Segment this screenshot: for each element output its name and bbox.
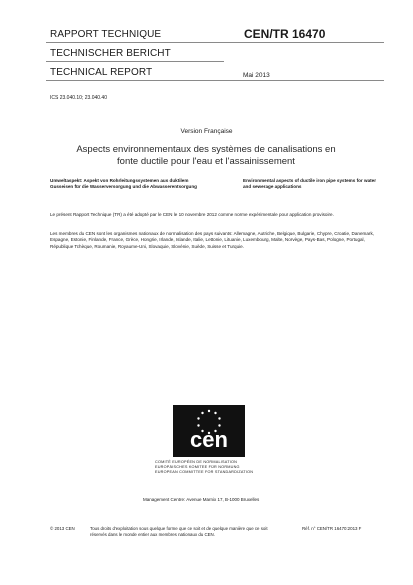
- title-german: Umweltaspekt: Aspekt von Rohrleitungssystemen aus duktilem Gusseisen für die Wasserversorgung und die Abwasserentsorgung: [50, 178, 197, 190]
- header-rule: [46, 42, 384, 43]
- doc-type-english: TECHNICAL REPORT: [50, 67, 153, 78]
- members-statement: Les membres du CEN sont les organismes nationaux de normalisation des pays suivants: Allemagne, Autriche, Belgique, Bulgarie, Chypre, Croatie, Danemark, Espagne, Estonie, Finlande, France, Grèce, Hongrie, Irlande, Islande, Italie, Lettonie, Lituanie, Luxembourg, Malte, Norvège, Pays-Bas, Pologne, Portugal, République Tchèque, Roumanie, Royaume-Uni, Slovaquie, Slovénie, Suède, Suisse et Turquie.: [50, 231, 375, 249]
- standard-number: CEN/TR 16470: [244, 27, 326, 41]
- management-centre-address: Management Centre: Avenue Marnix 17, B-1000 Bruxelles: [143, 497, 260, 502]
- reference-number: Réf. n° CEN/TR 16470:2013 F: [302, 526, 362, 531]
- cen-committee-names: [155, 460, 275, 474]
- cen-logo: [173, 405, 245, 457]
- doc-type-french: RAPPORT TECHNIQUE: [50, 29, 162, 40]
- copyright: © 2013 CEN: [50, 526, 75, 531]
- title-french: Aspects environnementaux des systèmes de canalisations en fonte ductile pour l'eau et l'assainissement: [76, 144, 336, 167]
- ics-codes: ICS 23.040.10; 23.040.40: [50, 95, 107, 101]
- publication-date: Mai 2013: [243, 72, 270, 79]
- header-rule: [46, 80, 384, 81]
- cen-name-french: COMITÉ EUROPÉEN DE NORMALISATION: [155, 460, 238, 464]
- doc-type-german: TECHNISCHER BERICHT: [50, 48, 171, 59]
- cen-name-german: EUROPÄISCHES KOMITEE FÜR NORMUNG: [155, 464, 240, 469]
- version-label: Version Française: [180, 128, 233, 135]
- header-rule: [46, 61, 224, 62]
- approval-statement: Le présent Rapport Technique (TR) a été adopté par le CEN le 10 novembre 2012 comme norme expérimentale pour application provisoire.: [50, 212, 334, 217]
- rights-statement: Tous droits d'exploitation sous quelque forme que ce soit et de quelque manière que ce soit réservés dans le monde entier aux membres nationaux du CEN.: [90, 526, 268, 538]
- title-english: Environmental aspects of ductile iron pipe systems for water and sewerage applications: [243, 178, 376, 190]
- cen-logo-text: cen: [190, 427, 228, 452]
- cen-name-english: EUROPEAN COMMITTEE FOR STANDARDIZATION: [155, 469, 254, 474]
